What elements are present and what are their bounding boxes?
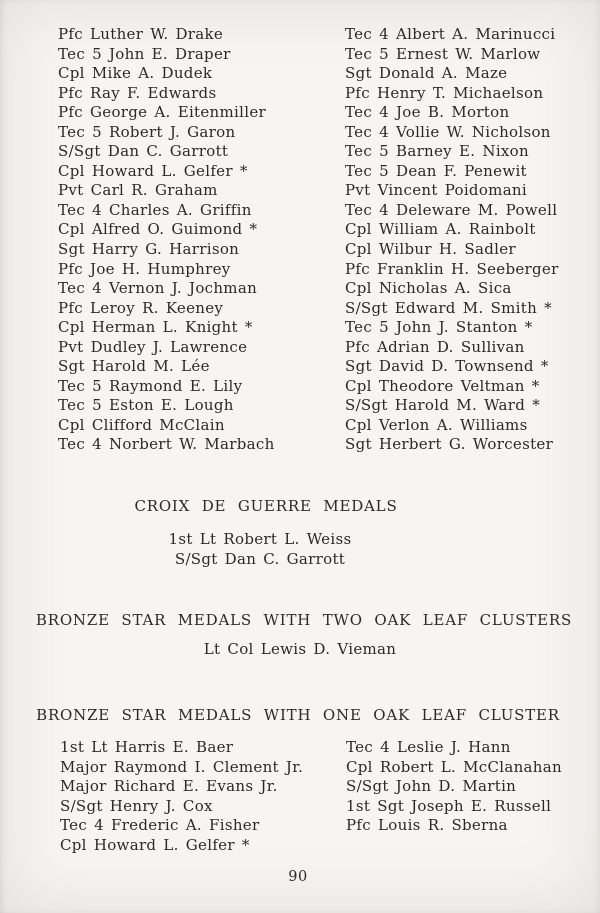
list-item: S/Sgt Dan C. Garrott [58,142,229,161]
list-item: Sgt Harry G. Harrison [58,240,240,259]
list-item: S/Sgt Edward M. Smith * [345,298,552,317]
list-item: Pfc Luther W. Drake [58,25,224,43]
list-item: Pvt Vincent Poidomani [345,181,527,200]
bronze-one-left-column [60,738,303,855]
bronze-star-two-clusters-names-list [0,640,600,660]
section-title-bronze-star-one-oak-leaf-cluster: BRONZE STAR MEDALS WITH ONE OAK LEAF CLUSTER [36,706,560,724]
list-item: Cpl Robert L. McClanahan [346,757,562,776]
section-title-bronze-star-two-oak-leaf-clusters: BRONZE STAR MEDALS WITH TWO OAK LEAF CLUSTERS [35,611,573,629]
list-item: Tec 4 Joe B. Morton [345,103,510,122]
list-item: Sgt Donald A. Maze [345,64,508,83]
list-item: Major Raymond I. Clement Jr. [60,757,304,776]
list-item: Major Richard E. Evans Jr. [60,777,278,796]
list-item: Tec 5 Dean F. Penewit [345,161,527,180]
list-item: Cpl Howard L. Gelfer * [58,161,248,180]
list-item: 1st Lt Harris E. Baer [60,738,234,756]
list-item: S/Sgt Dan C. Garrott [174,549,346,568]
list-item: 1st Lt Robert L. Weiss [168,530,352,548]
awards-list-left-column [58,25,275,455]
list-item: Cpl Clifford McClain [58,415,225,434]
list-item: S/Sgt John D. Martin [346,777,517,796]
list-item: Sgt David D. Townsend * [345,357,549,376]
list-item: Pfc George A. Eitenmiller [58,103,266,122]
list-item: Tec 4 Albert A. Marinucci [345,25,556,43]
list-item: Tec 4 Frederic A. Fisher [60,816,260,835]
list-item: Cpl Theodore Veltman * [345,376,540,395]
section-title-croix-de-guerre: CROIX DE GUERRE MEDALS [134,497,398,515]
list-item: Tec 5 John E. Draper [58,44,231,63]
list-item: Tec 5 Robert J. Garon [58,122,236,141]
list-item: S/Sgt Henry J. Cox [60,796,213,815]
list-item: Sgt Harold M. Lée [58,357,210,376]
awards-list-right-column [345,25,559,455]
list-item: Cpl Nicholas A. Sica [345,279,512,298]
bronze-one-right-column [346,738,562,836]
list-item: Pfc Adrian D. Sullivan [345,337,525,356]
list-item: Tec 5 Ernest W. Marlow [345,44,541,63]
list-item: Pfc Joe H. Humphrey [58,259,231,278]
list-item: Pvt Carl R. Graham [58,181,218,200]
list-item: 1st Sgt Joseph E. Russell [346,796,552,815]
list-item: Tec 5 Barney E. Nixon [345,142,529,161]
croix-de-guerre-names-list [0,530,520,569]
list-item: Tec 4 Norbert W. Marbach [58,435,275,454]
list-item: Tec 5 Eston E. Lough [58,396,234,415]
list-item: Pfc Leroy R. Keeney [58,298,224,317]
list-item: Tec 4 Charles A. Griffin [58,200,252,219]
list-item: Cpl Herman L. Knight * [58,318,253,337]
list-item: Pvt Dudley J. Lawrence [58,337,248,356]
list-item: Cpl William A. Rainbolt [345,220,536,239]
list-item: Lt Col Lewis D. Vieman [203,640,397,658]
page-number: 90 [288,869,308,885]
list-item: Cpl Verlon A. Williams [345,415,528,434]
list-item: Tec 4 Deleware M. Powell [345,200,558,219]
list-item: Tec 5 John J. Stanton * [345,318,533,337]
list-item: Tec 4 Vollie W. Nicholson [345,122,551,141]
list-item: Cpl Alfred O. Guimond * [58,220,258,239]
list-item: Pfc Henry T. Michaelson [345,83,544,102]
list-item: S/Sgt Harold M. Ward * [345,396,540,415]
list-item: Tec 5 Raymond E. Lily [58,376,243,395]
list-item: Sgt Herbert G. Worcester [345,435,554,454]
list-item: Cpl Wilbur H. Sadler [345,240,516,259]
list-item: Pfc Ray F. Edwards [58,83,217,102]
list-item: Cpl Mike A. Dudek [58,64,213,83]
list-item: Pfc Franklin H. Seeberger [345,259,559,278]
list-item: Tec 4 Vernon J. Jochman [58,279,258,298]
list-item: Pfc Louis R. Sberna [346,816,508,835]
list-item: Cpl Howard L. Gelfer * [60,835,250,854]
list-item: Tec 4 Leslie J. Hann [346,738,511,756]
